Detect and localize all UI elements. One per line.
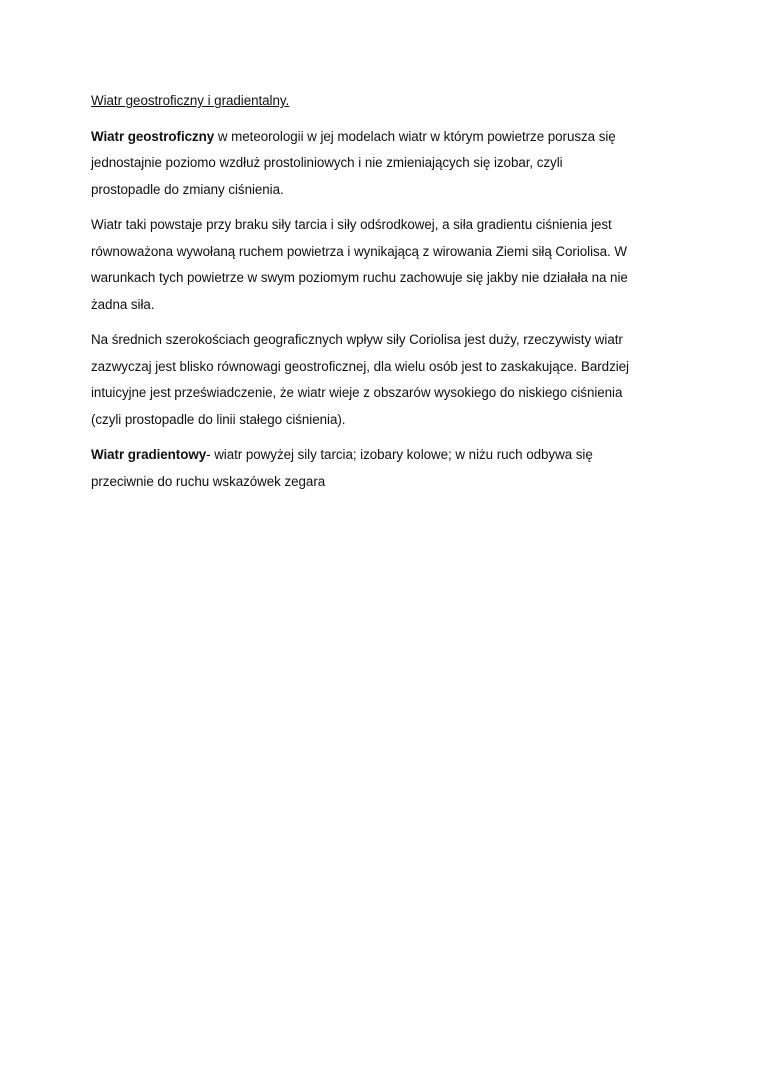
paragraph-line: Na średnich szerokościach geograficznych wpływ siły Coriolisa jest duży, rzeczywisty wiatr bbox=[91, 332, 623, 347]
paragraph-line: zazwyczaj jest blisko równowagi geostroficznej, dla wielu osób jest to zaskakujące. Bardziej bbox=[91, 358, 629, 374]
paragraph-text: w meteorologii w jej modelach wiatr w którym powietrze porusza się bbox=[214, 128, 616, 144]
paragraph-line bbox=[91, 124, 651, 151]
paragraph-line: intuicyjne jest przeświadczenie, że wiatr wieje z obszarów wysokiego do niskiego ciśnienia bbox=[91, 385, 623, 400]
paragraph-line: (czyli prostopadle do linii stałego ciśnienia). bbox=[91, 411, 346, 427]
paragraph-forces bbox=[91, 212, 651, 318]
paragraph-line: warunkach tych powietrze w swym poziomym ruchu zachowuje się jakby nie działała na nie bbox=[91, 270, 628, 285]
document-title: Wiatr geostroficzny i gradientalny. bbox=[91, 93, 290, 108]
term-geostrophic-wind: Wiatr geostroficzny bbox=[91, 128, 215, 144]
paragraph-line: przeciwnie do ruchu wskazówek zegara bbox=[91, 473, 326, 489]
paragraph-mid-latitudes bbox=[91, 327, 651, 433]
document-body bbox=[91, 88, 651, 504]
paragraph-line: jednostajnie poziomo wzdłuż prostoliniowych i nie zmieniających się izobar, czyli bbox=[91, 155, 563, 170]
term-gradient-wind: Wiatr gradientowy bbox=[91, 447, 207, 462]
paragraph-geostrophic-definition bbox=[91, 124, 651, 204]
paragraph-line: Wiatr taki powstaje przy braku siły tarcia i siły odśrodkowej, a siła gradientu ciśnienia jest bbox=[91, 217, 612, 232]
paragraph-line: żadna siła. bbox=[91, 296, 155, 312]
paragraph-text: - wiatr powyżej sily tarcia; izobary kolowe; w niżu ruch odbywa się bbox=[206, 447, 593, 462]
paragraph-gradient-wind bbox=[91, 442, 651, 495]
paragraph-line: równoważona wywołaną ruchem powietrza i wynikającą z wirowania Ziemi siłą Coriolisa. W bbox=[91, 243, 627, 259]
paragraph-line: prostopadle do zmiany ciśnienia. bbox=[91, 181, 284, 197]
paragraph-line bbox=[91, 442, 651, 469]
